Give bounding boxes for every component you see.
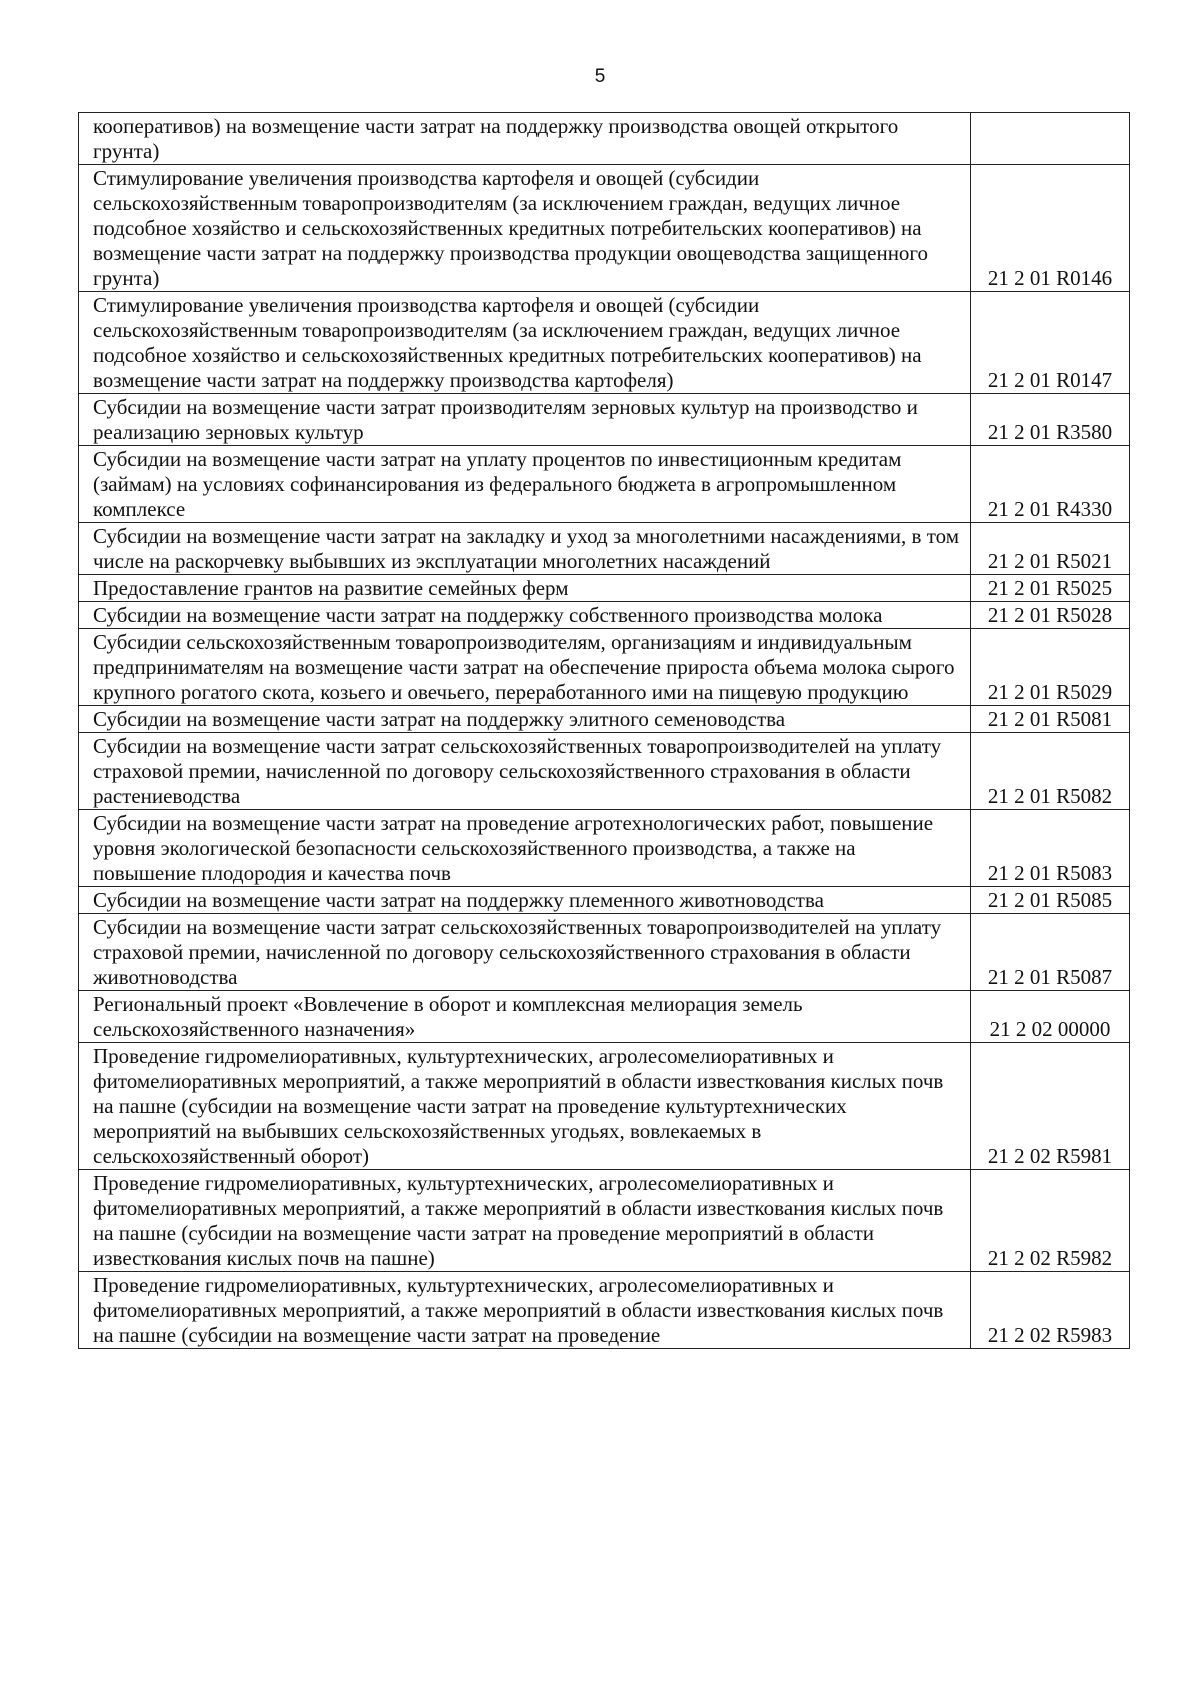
row-code-cell: 21 2 02 R5982 [971, 1170, 1130, 1272]
row-name-cell: Стимулирование увеличения производства картофеля и овощей (субсидии сельскохозяйственным товаропроизводителям (за исключением граждан, ведущих личное подсобное хозяйство и сельскохозяйственных кредитных потребительских кооперативов) на возмещение части затрат на поддержку производства картофеля) [79, 292, 971, 394]
table-row [79, 1043, 1130, 1170]
row-name-cell: Субсидии на возмещение части затрат на поддержку элитного семеноводства [79, 706, 971, 733]
table-body [79, 113, 1130, 1349]
row-name-cell: Субсидии на возмещение части затрат на закладку и уход за многолетними насаждениями, в том числе на раскорчевку выбывших из эксплуатации многолетних насаждений [79, 523, 971, 575]
row-name-cell: Проведение гидромелиоративных, культуртехнических, агролесомелиоративных и фитомелиоративных мероприятий, а также мероприятий в области известкования кислых почв на пашне (субсидии на возмещение части затрат на проведение мероприятий в области известкования кислых почв на пашне) [79, 1170, 971, 1272]
row-name-cell: Субсидии на возмещение части затрат производителям зерновых культур на производство и реализацию зерновых культур [79, 394, 971, 446]
row-name-cell: Субсидии на возмещение части затрат на проведение агротехнологических работ, повышение уровня экологической безопасности сельскохозяйственного производства, а также на повышение плодородия и качества почв [79, 810, 971, 887]
row-name-cell: Стимулирование увеличения производства картофеля и овощей (субсидии сельскохозяйственным товаропроизводителям (за исключением граждан, ведущих личное подсобное хозяйство и сельскохозяйственных кредитных потребительских кооперативов) на возмещение части затрат на поддержку производства продукции овощеводства защищенного грунта) [79, 165, 971, 292]
table-row [79, 523, 1130, 575]
row-code-cell: 21 2 01 R5028 [971, 602, 1130, 629]
row-code-cell: 21 2 02 R5981 [971, 1043, 1130, 1170]
row-code-cell: 21 2 01 R0147 [971, 292, 1130, 394]
table-row [79, 575, 1130, 602]
table-row [79, 991, 1130, 1043]
table-row [79, 914, 1130, 991]
row-code-cell: 21 2 02 R5983 [971, 1272, 1130, 1349]
row-name-cell: Субсидии сельскохозяйственным товаропроизводителям, организациям и индивидуальным предпринимателям на возмещение части затрат на обеспечение прироста объема молока сырого крупного рогатого скота, козьего и овечьего, переработанного ими на пищевую продукцию [79, 629, 971, 706]
row-code-cell: 21 2 01 R5087 [971, 914, 1130, 991]
row-code-cell: 21 2 01 R5083 [971, 810, 1130, 887]
row-name-cell: Субсидии на возмещение части затрат на поддержку племенного животноводства [79, 887, 971, 914]
table-row [79, 602, 1130, 629]
row-name-cell: Предоставление грантов на развитие семейных ферм [79, 575, 971, 602]
row-code-cell: 21 2 01 R5029 [971, 629, 1130, 706]
row-name-cell: Проведение гидромелиоративных, культуртехнических, агролесомелиоративных и фитомелиоративных мероприятий, а также мероприятий в области известкования кислых почв на пашне (субсидии на возмещение части затрат на проведение культуртехнических мероприятий на выбывших сельскохозяйственных угодьях, вовлекаемых в сельскохозяйственный оборот) [79, 1043, 971, 1170]
row-code-cell: 21 2 01 R3580 [971, 394, 1130, 446]
table-row [79, 810, 1130, 887]
table-row [79, 1170, 1130, 1272]
table-row [79, 165, 1130, 292]
table-row [79, 113, 1130, 165]
row-name-cell: Субсидии на возмещение части затрат сельскохозяйственных товаропроизводителей на уплату страховой премии, начисленной по договору сельскохозяйственного страхования в области животноводства [79, 914, 971, 991]
row-code-cell: 21 2 01 R5025 [971, 575, 1130, 602]
row-code-cell: 21 2 01 R0146 [971, 165, 1130, 292]
row-code-cell: 21 2 01 R5081 [971, 706, 1130, 733]
table-row [79, 733, 1130, 810]
table-row [79, 1272, 1130, 1349]
budget-classification-table [78, 112, 1130, 1349]
row-name-cell: Региональный проект «Вовлечение в оборот и комплексная мелиорация земель сельскохозяйственного назначения» [79, 991, 971, 1043]
page-number: 5 [594, 66, 606, 87]
table-row [79, 887, 1130, 914]
row-name-cell: Субсидии на возмещение части затрат сельскохозяйственных товаропроизводителей на уплату страховой премии, начисленной по договору сельскохозяйственного страхования в области растениеводства [79, 733, 971, 810]
row-code-cell: 21 2 01 R4330 [971, 446, 1130, 523]
table-row [79, 629, 1130, 706]
row-code-cell: 21 2 01 R5082 [971, 733, 1130, 810]
table-row [79, 394, 1130, 446]
row-code-cell: 21 2 01 R5021 [971, 523, 1130, 575]
row-name-cell: Субсидии на возмещение части затрат на поддержку собственного производства молока [79, 602, 971, 629]
row-code-cell [971, 113, 1130, 165]
row-code-cell: 21 2 02 00000 [971, 991, 1130, 1043]
table-row [79, 706, 1130, 733]
row-code-cell: 21 2 01 R5085 [971, 887, 1130, 914]
table-row [79, 292, 1130, 394]
row-name-cell: Субсидии на возмещение части затрат на уплату процентов по инвестиционным кредитам (займам) на условиях софинансирования из федерального бюджета в агропромышленном комплексе [79, 446, 971, 523]
row-name-cell: Проведение гидромелиоративных, культуртехнических, агролесомелиоративных и фитомелиоративных мероприятий, а также мероприятий в области известкования кислых почв на пашне (субсидии на возмещение части затрат на проведение [79, 1272, 971, 1349]
table-row [79, 446, 1130, 523]
row-name-cell: кооперативов) на возмещение части затрат на поддержку производства овощей открытого грунта) [79, 113, 971, 165]
